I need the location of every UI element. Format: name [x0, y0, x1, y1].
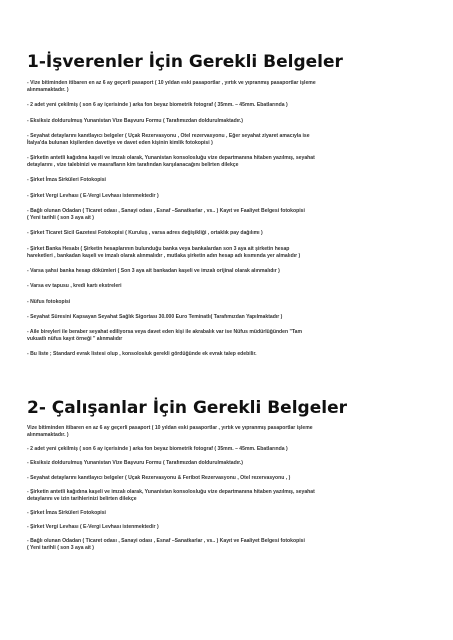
list-item	[27, 208, 429, 222]
section-employers	[27, 52, 429, 367]
list-item-line: - Vize bitiminden itibaren en az 6 ay geçerli pasaport ( 10 yıldan eski pasaportlar , yırtık ve yıpranmış pasaportlar işleme	[27, 80, 316, 86]
list-item	[27, 299, 429, 306]
list-item-line: alınmamaktadır. )	[27, 432, 69, 438]
section-title: 1-İşverenler İçin Gerekli Belgeler	[27, 52, 343, 72]
list-item-line: - Eksiksiz doldurulmuş Yunanistan Vize Başvuru Formu ( Tarafımızdan doldurulmaktadır.)	[27, 117, 243, 124]
list-item	[27, 230, 429, 237]
list-item	[27, 80, 429, 94]
list-item-line: - Seyahat detaylarını kanıtlayıcı belgeler ( Uçak Rezervasyonu , Otel rezervasyonu , Eğer seyahat ziyaret amacıyla ise	[27, 132, 310, 139]
list-item-line: - Seyahat Süresini Kapsayan Seyahat Sağlık Sigortası 30.000 Euro Teminatlı( Tarafımızdan Yapılmaktadır )	[27, 313, 283, 320]
list-item-line: alınmamaktadır. )	[27, 87, 69, 93]
list-item	[27, 524, 429, 531]
list-item	[27, 425, 429, 439]
list-item-line: ( Yeni tarihli ( son 3 aya ait )	[27, 215, 94, 222]
list-item-line: - Nüfus fotokopisi	[27, 298, 71, 305]
list-item-line: - Şirket Ticaret Sicil Gazetesi Fotokopisi ( Kuruluş , varsa adres değişikliği , ortaklık pay dağılımı )	[27, 230, 263, 237]
list-item-line: vukuatlı nüfus kayıt örneği " alınmalıdır	[27, 336, 123, 343]
section-employees	[27, 398, 429, 560]
section-title: 2- Çalışanlar İçin Gerekli Belgeler	[27, 398, 347, 418]
list-item-line: - Seyahat detaylarını kanıtlayıcı belgeler ( Uçak Rezervasyonu & Feribot Rezervasyonu , Otel rezervasyonu , )	[27, 474, 291, 481]
list-item	[27, 177, 429, 184]
list-item-line: - Aile bireyleri ile beraber seyahat ediliyorsa veya davet eden kişi ile akrabalık var ise Nüfus müdürlüğünden "Tam	[27, 329, 303, 336]
list-item-line: - Şirket İmza Sirküleri Fotokopisi	[27, 509, 106, 516]
list-item	[27, 155, 429, 169]
requirements-list	[27, 425, 429, 552]
list-item-line: - Şirketin antetli kağıdına kaşeli ve imzalı olarak, Yunanistan konsolosluğu vize departmanına hitaben yazılmış, seyahat	[27, 488, 315, 495]
list-item	[27, 538, 429, 552]
list-item	[27, 329, 429, 343]
list-item-line: detaylarını ve izin tarihlerinizi belirten dilekçe	[27, 495, 137, 502]
list-item	[27, 314, 429, 321]
requirements-list	[27, 80, 429, 358]
list-item	[27, 193, 429, 200]
list-item	[27, 475, 429, 482]
list-item-line: - 2 adet yeni çekilmiş ( son 6 ay içerisinde ) arka fon beyaz biometrik fotograf ( 35mm. – 45mm. Ebatlarında )	[27, 102, 288, 109]
list-item	[27, 133, 429, 147]
list-item	[27, 118, 429, 125]
list-item-line: - Bağlı olunan Odadan ( Ticaret odası , Sanayi odası , Esnaf –Sanatkarlar , vs.. ) Kayıt ve Faaliyet Belgesi fotokopisi	[27, 538, 305, 545]
list-item-line: - Eksiksiz doldurulmuş Yunanistan Vize Başvuru Formu ( Tarafımızdan doldurulmaktadır.)	[27, 460, 243, 467]
list-item	[27, 283, 429, 290]
list-item	[27, 246, 429, 260]
list-item-line: ( Yeni tarihli ( son 3 aya ait )	[27, 545, 94, 552]
list-item-line: - Bu liste ; Standard evrak listesi olup , konsolosluk gerekli gördüğünde ek evrak talep edebilir.	[27, 351, 257, 358]
list-item-line: - 2 adet yeni çekilmiş ( son 6 ay içerisinde ) arka fon beyaz biometrik fotograf ( 35mm. – 45mm. Ebatlarında )	[27, 446, 288, 453]
list-item	[27, 446, 429, 453]
list-item-line: hareketleri , bankadan kaşeli ve imzalı olarak alınmalıdır , mutlaka şirketin adın hesap adı kısmında yer almalıdır )	[27, 252, 301, 259]
list-item	[27, 510, 429, 517]
list-item-line: - Bağlı olunan Odadan ( Ticaret odası , Sanayi odası , Esnaf –Sanatkarlar , vs.. ) Kayıt ve Faaliyet Belgesi fotokopisi	[27, 208, 305, 215]
list-item-line: - Şirketin antetli kağıdına kaşeli ve imzalı olarak, Yunanistan konsolosluğu vize departmanına hitaben yazılmış, seyahat	[27, 155, 315, 162]
list-item-line: - Şirket Banka Hesabı ( Şirketin hesaplarının bulunduğu banka veya bankalardan son 3 aya ait şirketin hesap	[27, 245, 290, 252]
list-item-line: - Şirket İmza Sirküleri Fotokopisi	[27, 177, 106, 184]
list-item-line: - Şirket Vergi Levhası ( E-Vergi Levhası istenmektedir )	[27, 192, 159, 199]
list-item-line: - Varsa ev tapusu , kredi kartı ekstreleri	[27, 283, 122, 290]
list-item	[27, 351, 429, 358]
list-item	[27, 489, 429, 503]
list-item-line: Vize bitiminden itibaren en az 6 ay geçerli pasaport ( 10 yıldan eski pasaportlar , yırtık ve yıpranmış pasaportlar işleme	[27, 425, 313, 431]
list-item	[27, 102, 429, 109]
list-item-line: - Varsa şahsi banka hesap dökümleri ( Son 3 aya ait bankadan kaşeli ve imzalı orijinal olarak alınmalıdır )	[27, 267, 280, 274]
list-item-line: İtalya'da bulunan kişilerden davetiye ve davet eden kişinin kimlik fotokopisi )	[27, 139, 213, 146]
list-item	[27, 268, 429, 275]
list-item-line: detaylarını , vize talebinizi ve masrafların kim tarafından karşılanacağını belirten dilekçe	[27, 162, 239, 169]
list-item-line: - Şirket Vergi Levhası ( E-Vergi Levhası istenmektedir )	[27, 524, 159, 531]
list-item	[27, 460, 429, 467]
